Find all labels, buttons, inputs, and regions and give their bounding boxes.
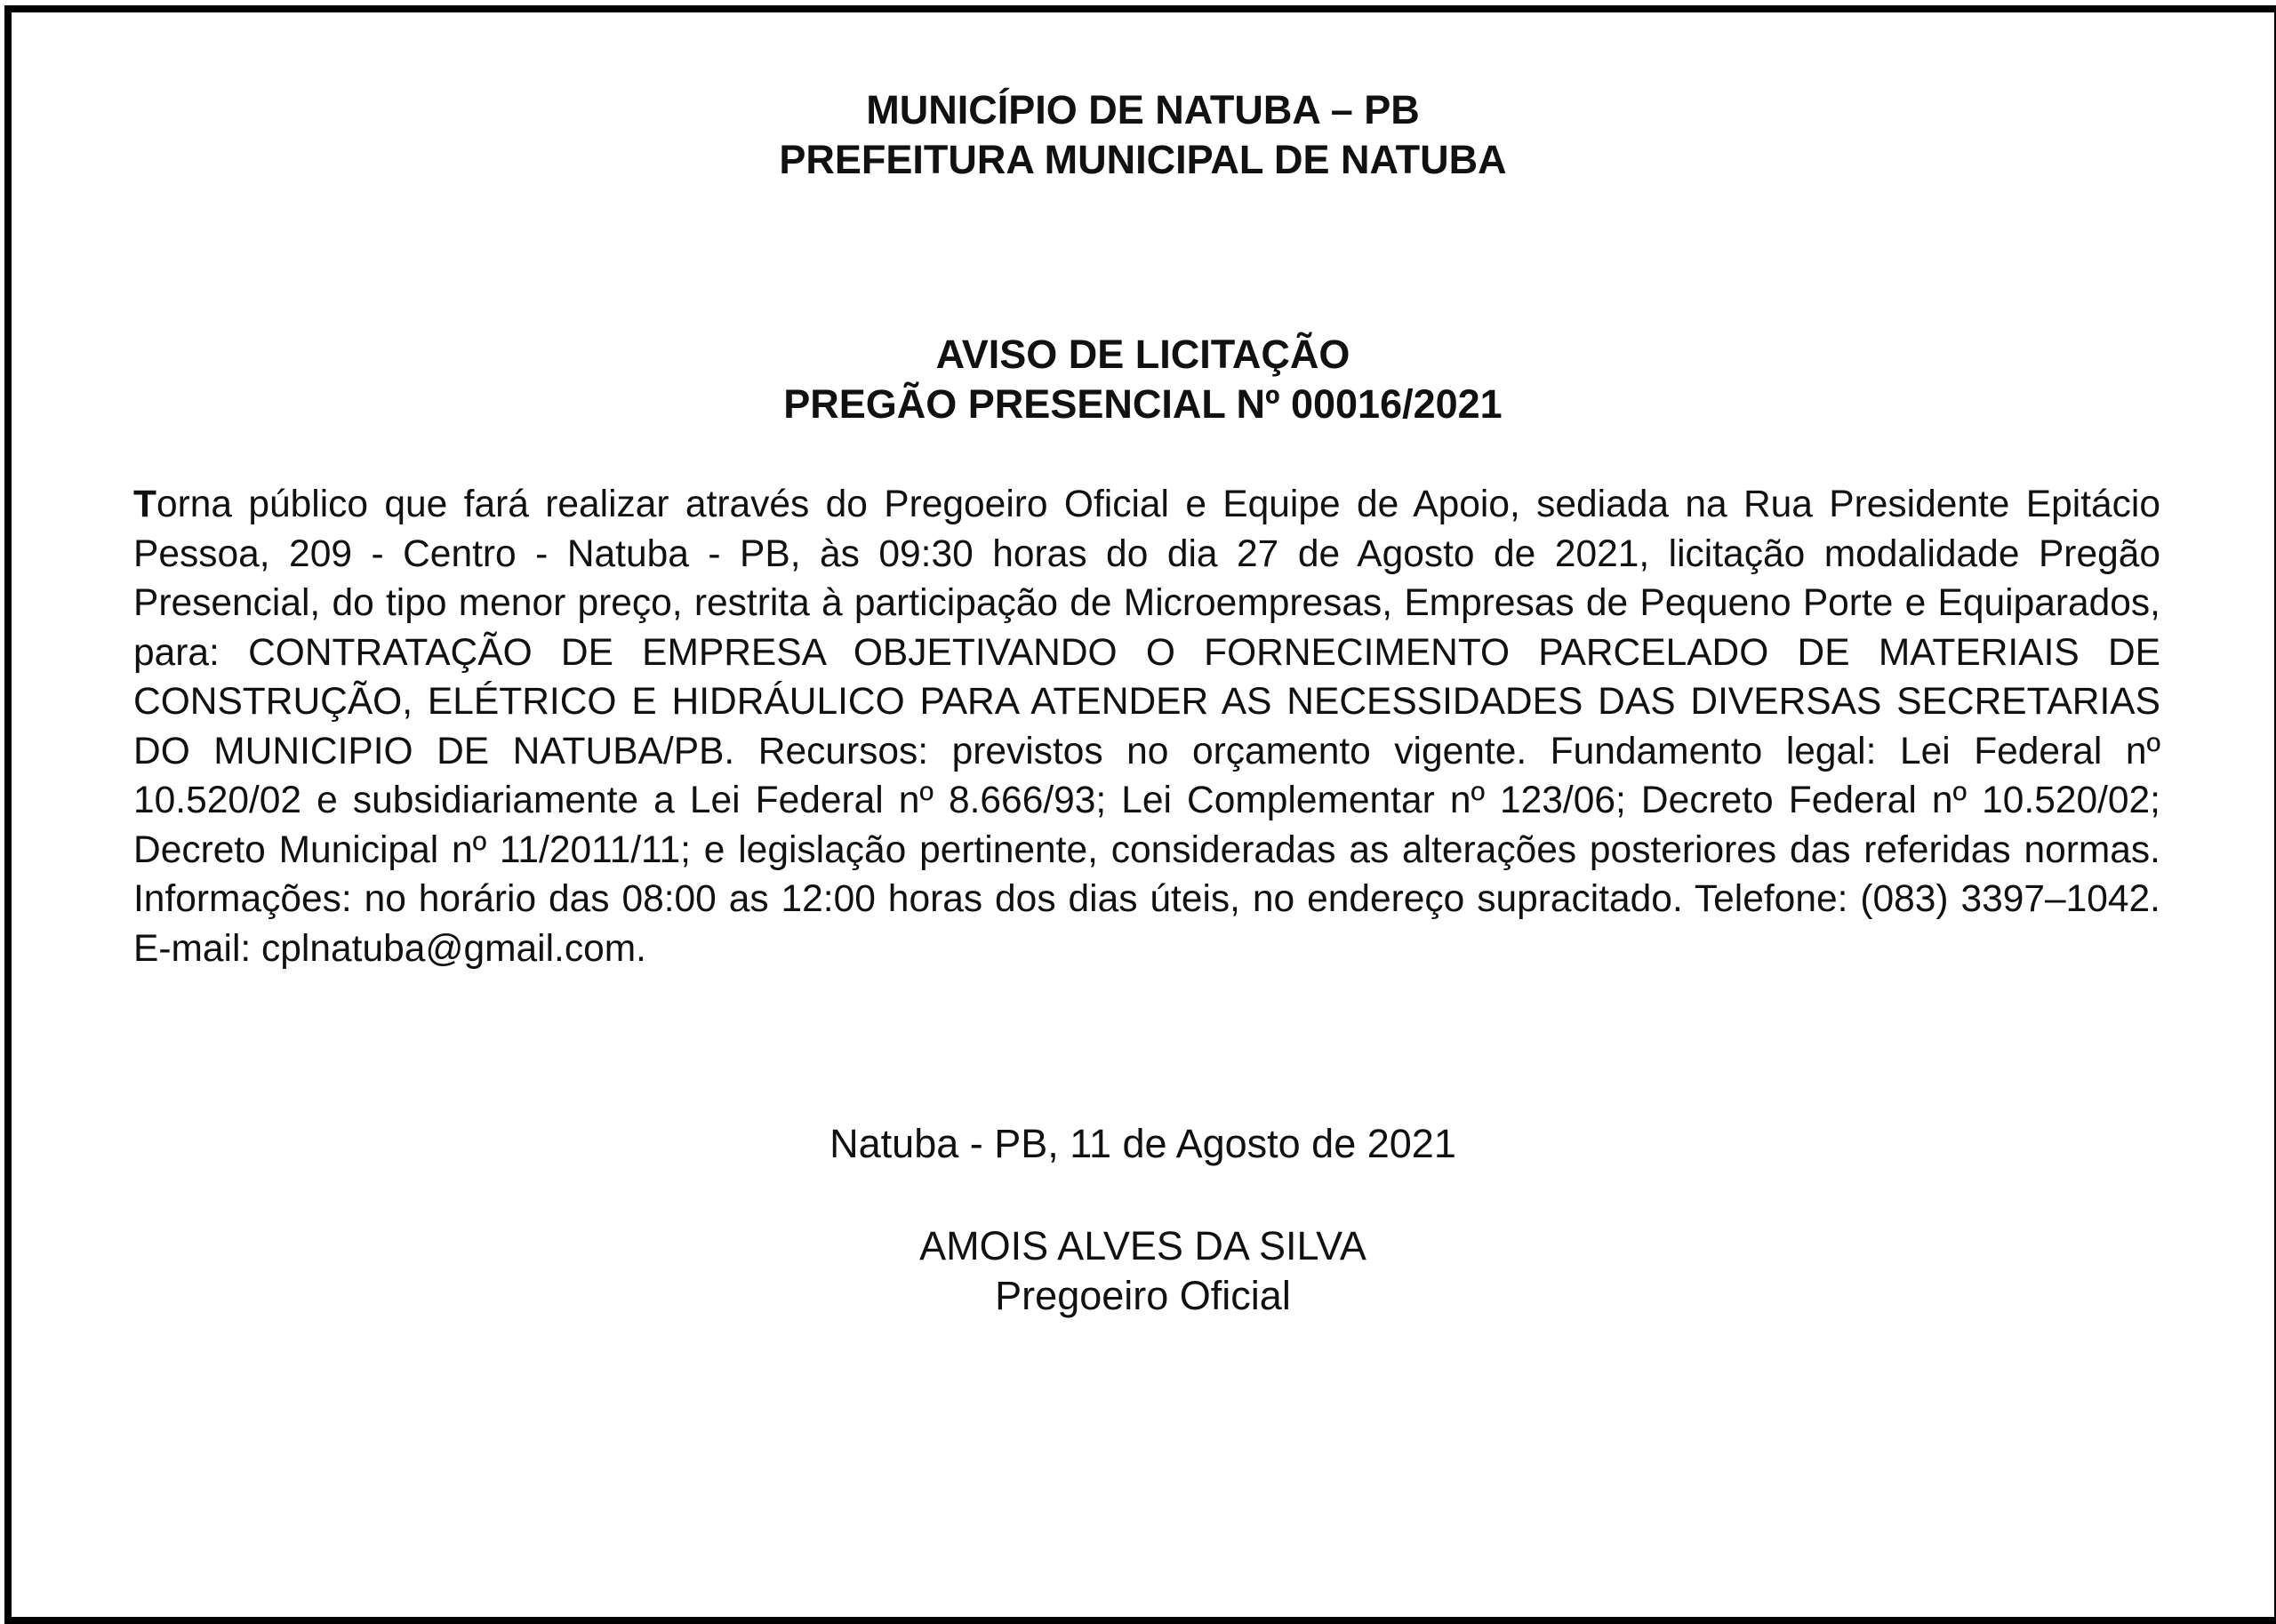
notice-body-text: orna público que fará realizar através do Pregoeiro Oficial e Equipe de Apoio, sediada na Rua Presidente Epitácio Pessoa, 209 - Centro - Natuba - PB, às 09:30 horas do dia 27 de Agosto de 2021, licitação modalidade Pregão Presencial, do tipo menor preço, restrita à participação de Microempresas, Empresas de Pequeno Porte e Equiparados, para: CONTRATAÇÃO DE EMPRESA OBJETIVANDO O FORNECIMENTO PARCELADO DE MATERIAIS DE CONSTRUÇÃO, ELÉTRICO E HIDRÁULICO PARA ATENDER AS NECESSIDADES DAS DIVERSAS SECRETARIAS DO MUNICIPIO DE NATUBA/PB. Recursos: previstos no orçamento vigente. Fundamento legal: Lei Federal nº 10.520/02 e subsidiariamente a Lei Federal nº 8.666/93; Lei Complementar nº 123/06; Decreto Federal nº 10.520/02; Decreto Municipal nº 11/2011/11; e legislação pertinente, consideradas as alterações posteriores das referidas normas. Informações: no horário das 08:00 as 12:00 horas dos dias úteis, no endereço supracitado. Telefone: (083) 3397–1042. E-mail: cplnatuba@gmail.com. bbox=[133, 484, 2160, 970]
prefecture-line: PREFEITURA MUNICIPAL DE NATUBA bbox=[779, 137, 1507, 182]
signer-name: AMOIS ALVES DA SILVA bbox=[919, 1223, 1366, 1268]
document-frame bbox=[4, 5, 2276, 1624]
notice-subtitle: PREGÃO PRESENCIAL Nº 00016/2021 bbox=[783, 381, 1503, 427]
municipality-line: MUNICÍPIO DE NATUBA – PB bbox=[866, 87, 1420, 132]
notice-title: AVISO DE LICITAÇÃO bbox=[935, 332, 1350, 377]
notice-body bbox=[133, 480, 2160, 973]
signature-block bbox=[12, 1221, 2274, 1321]
notice-title-block bbox=[12, 330, 2274, 429]
document-header bbox=[12, 85, 2274, 185]
issue-date: Natuba - PB, 11 de Agosto de 2021 bbox=[829, 1121, 1456, 1166]
signer-role: Pregoeiro Oficial bbox=[995, 1273, 1291, 1318]
lead-letter: T bbox=[133, 484, 156, 525]
